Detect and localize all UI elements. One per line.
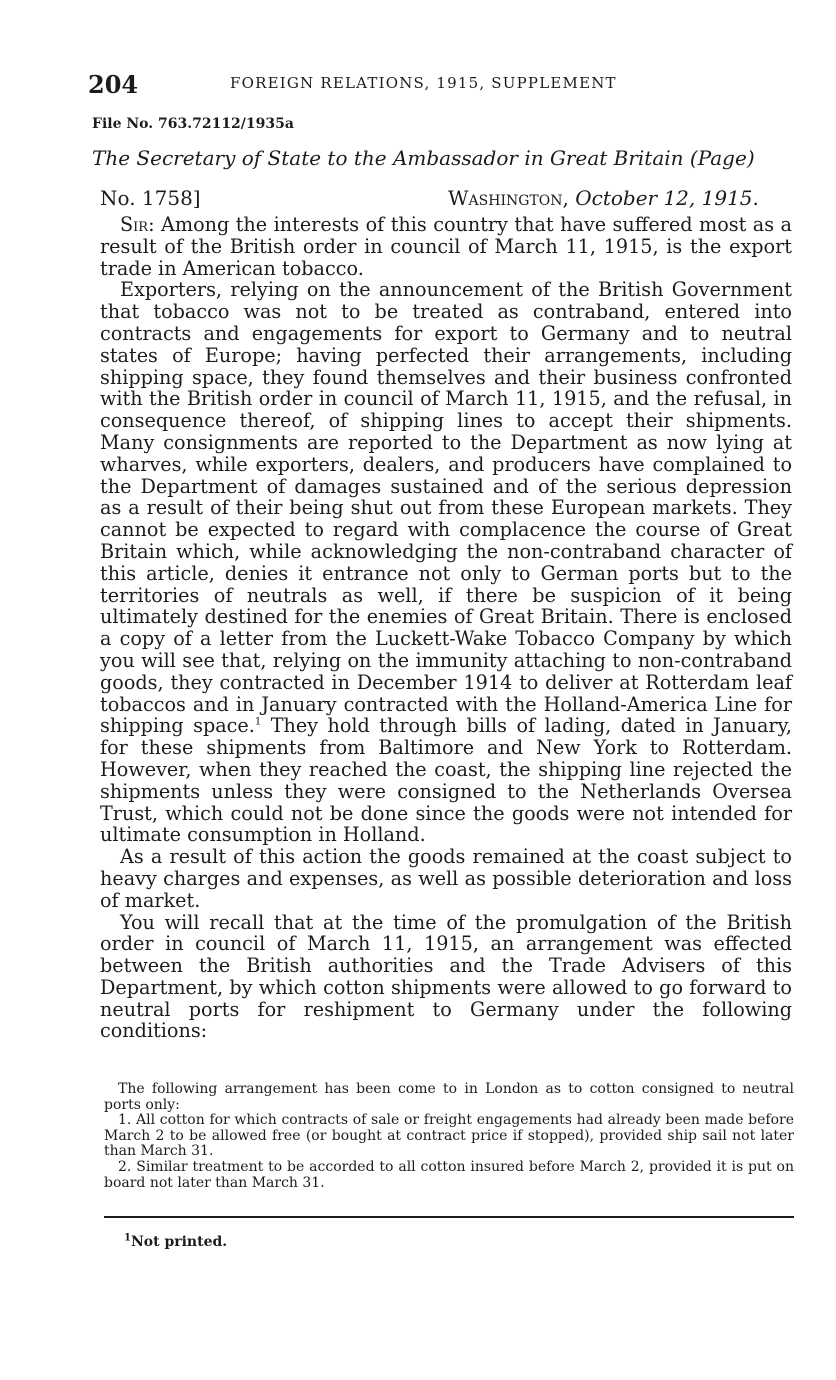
quote-intro: The following arrangement has been come to in London as to cotton consigned to neutral ports only: bbox=[104, 1081, 794, 1113]
paragraph-1-text: Among the interests of this country that have suffered most as a result of the British order in council of March 11, 1915, is the export trade in American tobacco. bbox=[100, 213, 792, 280]
footnote-reference: 1 bbox=[254, 716, 262, 728]
quoted-arrangement bbox=[104, 1082, 794, 1191]
footnote-mark: 1 bbox=[124, 1232, 131, 1244]
footnote bbox=[124, 1234, 227, 1250]
paragraph-1 bbox=[100, 214, 792, 279]
letter-body bbox=[100, 214, 792, 1042]
place-date bbox=[448, 186, 759, 210]
date: October 12, 1915. bbox=[575, 186, 759, 210]
document-title: The Secretary of State to the Ambassador in Great Britain (Page) bbox=[92, 146, 755, 170]
dateline bbox=[100, 186, 760, 214]
despatch-number: No. 1758] bbox=[100, 186, 201, 210]
salutation: Sir: bbox=[120, 213, 155, 236]
paragraph-4: You will recall that at the time of the promulgation of the British order in council of March 11, 1915, an arrangement was effected between the British authorities and the Trade Advisers of this Department, by which cotton shipments were allowed to go forward to neutral ports for reshipment to Germany under the following conditions: bbox=[100, 910, 792, 1043]
quote-item-2: 2. Similar treatment to be accorded to all cotton insured before March 2, provided it is put on board not later than March 31. bbox=[104, 1158, 794, 1191]
running-title: FOREIGN RELATIONS, 1915, SUPPLEMENT bbox=[230, 74, 617, 92]
paragraph-2-text-b: They hold through bills of lading, dated in January, for these shipments from Baltimore and New York to Rotterdam. However, when they reached the coast, the shipping line rejected the shipments unless they were consigned to the Netherlands Oversea Trust, which could not be done since the goods were not intended for ultimate consumption in Holland. bbox=[100, 714, 792, 847]
file-number: File No. 763.72112/1935a bbox=[92, 116, 294, 132]
place: Washington, bbox=[448, 186, 569, 210]
paragraph-2-text-a: Exporters, relying on the announcement of the British Government that tobacco was not to be treated as contraband, entered into contracts and engagements for export to Germany and to neutral states of Europe; having perfected their arrangements, including shipping space, they found themselves and their business confronted with the British order in council of March 11, 1915, and the refusal, in consequence thereof, of shipping lines to accept their shipments. Many consignments are reported to the Department as now lying at wharves, while exporters, dealers, and producers have complained to the Department of damages sustained and of the serious depression as a result of their being shut out from these European markets. They cannot be expected to regard with complacence the course of Great Britain which, while acknowledging the non-contraband character of this article, denies it entrance not only to German ports but to the territories of neutrals as well, if there be suspicion of it being ultimately destined for the enemies of Great Britain. There is enclosed a copy of a letter from the Luckett-Wake Tobacco Company by which you will see that, relying on the immunity attaching to non-contraband goods, they contracted in December 1914 to deliver at Rotterdam leaf tobaccos and in January contracted with the Holland-America Line for shipping space. bbox=[100, 278, 792, 738]
quote-item-1: 1. All cotton for which contracts of sale or freight engagements had already been made before March 2 to be allowed free (or bought at contract price if stopped), provided ship sail not later than March 31. bbox=[104, 1112, 794, 1160]
paragraph-2 bbox=[100, 279, 792, 846]
page-number: 204 bbox=[88, 70, 139, 99]
footnote-divider bbox=[104, 1216, 794, 1218]
paragraph-3: As a result of this action the goods remained at the coast subject to heavy charges and expenses, as well as possible deterioration and loss of market. bbox=[100, 845, 792, 912]
page-header bbox=[88, 70, 728, 104]
footnote-text: Not printed. bbox=[130, 1234, 228, 1250]
